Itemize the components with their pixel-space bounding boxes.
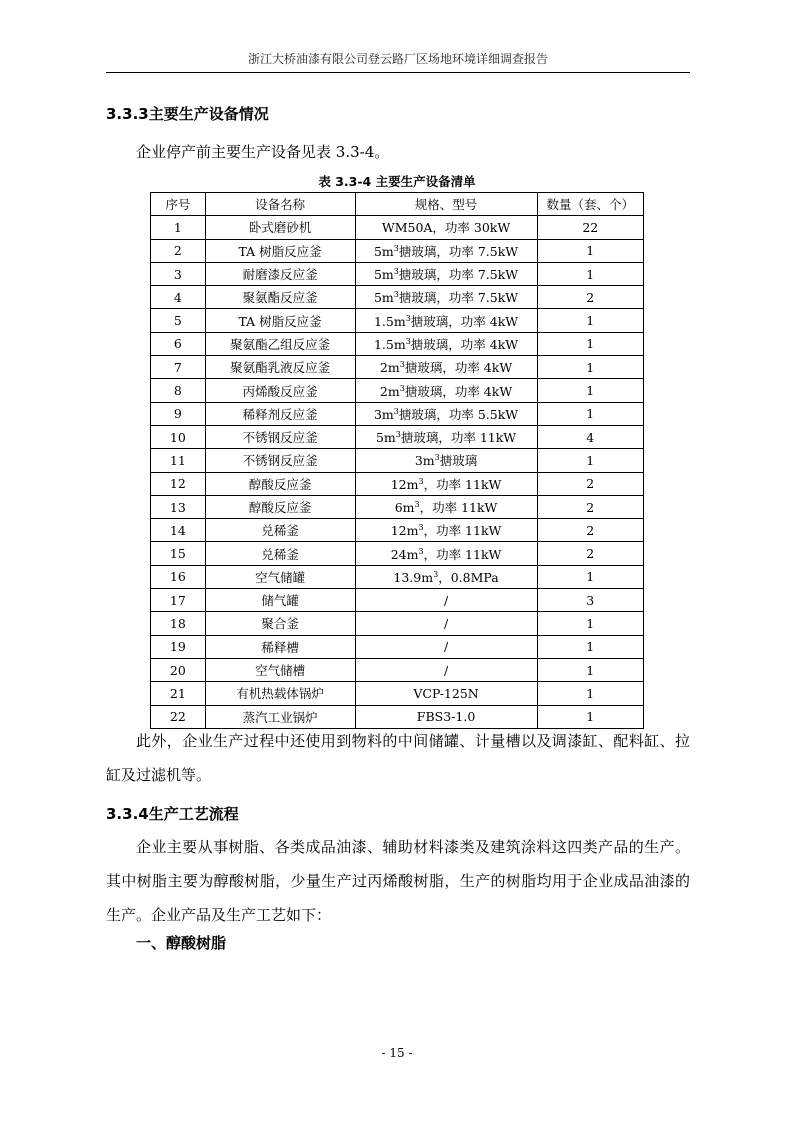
spec-text: 2m bbox=[379, 360, 400, 376]
table-row bbox=[151, 565, 644, 588]
cell-name: 聚氨酯反应釜 bbox=[205, 286, 355, 309]
spec-superscript: 3 bbox=[418, 546, 424, 556]
cell-spec bbox=[355, 658, 537, 681]
table-caption: 表 3.3-4 主要生产设备清单 bbox=[318, 174, 476, 189]
cell-qty: 4 bbox=[537, 425, 643, 448]
cell-qty: 2 bbox=[537, 495, 643, 518]
spec-text: 3m bbox=[373, 406, 394, 422]
after-table-paragraph: 此外，企业生产过程中还使用到物料的中间储罐、计量槽以及调漆缸、配料缸、拉缸及过滤机等。 bbox=[106, 732, 690, 784]
cell-no: 12 bbox=[151, 472, 206, 495]
cell-no: 3 bbox=[151, 262, 206, 285]
spec-text: 2m bbox=[379, 383, 400, 399]
spec-text-suffix: 搪玻璃，功率 5.5kW bbox=[398, 406, 519, 422]
col-header-qty: 数量（套、个） bbox=[537, 193, 643, 216]
cell-no: 11 bbox=[151, 449, 206, 472]
cell-name: 醇酸反应釜 bbox=[205, 495, 355, 518]
cell-name: 储气罐 bbox=[205, 589, 355, 612]
spec-text: 1.5m bbox=[373, 336, 406, 352]
cell-spec bbox=[355, 216, 537, 239]
cell-no: 7 bbox=[151, 356, 206, 379]
spec-text: 12m bbox=[390, 523, 419, 539]
cell-no: 9 bbox=[151, 402, 206, 425]
spec-text: FBS3-1.0 bbox=[416, 709, 476, 725]
cell-no: 20 bbox=[151, 658, 206, 681]
cell-spec bbox=[355, 262, 537, 285]
cell-qty: 1 bbox=[537, 449, 643, 472]
spec-text-suffix: ，功率 11kW bbox=[419, 500, 498, 515]
cell-qty: 1 bbox=[537, 262, 643, 285]
table-row bbox=[151, 495, 644, 518]
cell-spec bbox=[355, 612, 537, 635]
cell-qty: 22 bbox=[537, 216, 643, 239]
cell-qty: 1 bbox=[537, 635, 643, 658]
section-intro: 企业停产前主要生产设备见表 3.3-4。 bbox=[136, 143, 390, 161]
table-row bbox=[151, 402, 644, 425]
spec-text-suffix: 搪玻璃，功率 7.5kW bbox=[398, 290, 519, 306]
table-row bbox=[151, 472, 644, 495]
table-row bbox=[151, 216, 644, 239]
cell-name: 卧式磨砂机 bbox=[205, 216, 355, 239]
cell-no: 19 bbox=[151, 635, 206, 658]
table-row bbox=[151, 239, 644, 262]
table-row bbox=[151, 542, 644, 565]
cell-no: 4 bbox=[151, 286, 206, 309]
page-header: 浙江大桥油漆有限公司登云路厂区场地环境详细调查报告 bbox=[247, 52, 548, 66]
cell-name: 兑稀釜 bbox=[205, 542, 355, 565]
spec-text: 24m bbox=[390, 546, 419, 562]
table-row bbox=[151, 658, 644, 681]
cell-qty: 2 bbox=[537, 519, 643, 542]
spec-superscript: 3 bbox=[393, 406, 399, 416]
table-row bbox=[151, 589, 644, 612]
cell-qty: 1 bbox=[537, 239, 643, 262]
cell-no: 1 bbox=[151, 216, 206, 239]
spec-text: / bbox=[443, 662, 449, 678]
cell-qty: 2 bbox=[537, 286, 643, 309]
cell-no: 21 bbox=[151, 682, 206, 705]
cell-spec bbox=[355, 332, 537, 355]
cell-no: 22 bbox=[151, 705, 206, 728]
spec-text-suffix: 搪玻璃，功率 4kW bbox=[404, 360, 513, 376]
spec-text: WM50A，功率 30kW bbox=[381, 220, 511, 236]
cell-name: 空气储罐 bbox=[205, 565, 355, 588]
spec-superscript: 3 bbox=[414, 499, 420, 509]
spec-superscript: 3 bbox=[405, 336, 411, 346]
cell-no: 8 bbox=[151, 379, 206, 402]
cell-no: 18 bbox=[151, 612, 206, 635]
spec-superscript: 3 bbox=[393, 266, 399, 276]
cell-name: 不锈钢反应釜 bbox=[205, 425, 355, 448]
spec-text: 6m bbox=[394, 500, 415, 515]
cell-name: 稀释剂反应釜 bbox=[205, 402, 355, 425]
table-row bbox=[151, 332, 644, 355]
table-row bbox=[151, 425, 644, 448]
spec-text-suffix: 搪玻璃，功率 11kW bbox=[400, 430, 517, 446]
section-heading-process: 3.3.4生产工艺流程 bbox=[106, 805, 239, 823]
cell-spec bbox=[355, 519, 537, 542]
cell-qty: 1 bbox=[537, 658, 643, 681]
spec-text-suffix: ，功率 11kW bbox=[423, 476, 502, 492]
spec-superscript: 3 bbox=[399, 360, 405, 370]
cell-spec bbox=[355, 565, 537, 588]
cell-spec bbox=[355, 425, 537, 448]
cell-qty: 2 bbox=[537, 472, 643, 495]
cell-qty: 2 bbox=[537, 542, 643, 565]
cell-spec bbox=[355, 356, 537, 379]
page-number: - 15 - bbox=[381, 1046, 413, 1060]
spec-text: 13.9m bbox=[393, 569, 434, 585]
cell-no: 17 bbox=[151, 589, 206, 612]
cell-qty: 3 bbox=[537, 589, 643, 612]
cell-name: 聚氨酯乳液反应釜 bbox=[205, 356, 355, 379]
cell-spec bbox=[355, 635, 537, 658]
table-row bbox=[151, 262, 644, 285]
cell-no: 14 bbox=[151, 519, 206, 542]
spec-text: 5m bbox=[373, 243, 394, 259]
cell-no: 5 bbox=[151, 309, 206, 332]
section-heading-equipment: 3.3.3主要生产设备情况 bbox=[106, 105, 269, 123]
cell-spec bbox=[355, 542, 537, 565]
equipment-table bbox=[150, 192, 644, 729]
cell-spec bbox=[355, 682, 537, 705]
spec-superscript: 3 bbox=[434, 453, 440, 463]
process-paragraph: 企业主要从事树脂、各类成品油漆、辅助材料漆类及建筑涂料这四类产品的生产。其中树脂主要为醇酸树脂，少量生产过丙烯酸树脂，生产的树脂均用于企业成品油漆的生产。企业产品及生产工艺如下： bbox=[106, 838, 690, 924]
cell-name: 蒸汽工业锅炉 bbox=[205, 705, 355, 728]
spec-text-suffix: ，0.8MPa bbox=[438, 569, 499, 585]
spec-text: 1.5m bbox=[373, 313, 406, 329]
cell-no: 6 bbox=[151, 332, 206, 355]
cell-spec bbox=[355, 239, 537, 262]
cell-qty: 1 bbox=[537, 565, 643, 588]
table-row bbox=[151, 682, 644, 705]
spec-superscript: 3 bbox=[418, 523, 424, 533]
subheading-alkyd-resin: 一、醇酸树脂 bbox=[136, 934, 227, 952]
spec-superscript: 3 bbox=[393, 243, 399, 253]
cell-no: 15 bbox=[151, 542, 206, 565]
cell-name: 醇酸反应釜 bbox=[205, 472, 355, 495]
cell-name: 兑稀釜 bbox=[205, 519, 355, 542]
spec-superscript: 3 bbox=[393, 290, 399, 300]
cell-qty: 1 bbox=[537, 402, 643, 425]
spec-text-suffix: 搪玻璃，功率 4kW bbox=[404, 383, 513, 399]
spec-text-suffix: 搪玻璃，功率 4kW bbox=[410, 336, 519, 352]
spec-text: VCP-125N bbox=[413, 685, 479, 701]
cell-no: 16 bbox=[151, 565, 206, 588]
cell-name: 聚氨酯乙组反应釜 bbox=[205, 332, 355, 355]
spec-superscript: 3 bbox=[395, 429, 401, 439]
table-row bbox=[151, 612, 644, 635]
cell-qty: 1 bbox=[537, 682, 643, 705]
cell-qty: 1 bbox=[537, 705, 643, 728]
cell-spec bbox=[355, 472, 537, 495]
spec-superscript: 3 bbox=[418, 476, 424, 486]
spec-text: / bbox=[443, 615, 449, 631]
cell-name: 聚合釜 bbox=[205, 612, 355, 635]
cell-name: 稀释槽 bbox=[205, 635, 355, 658]
spec-text: 5m bbox=[373, 267, 394, 283]
cell-qty: 1 bbox=[537, 612, 643, 635]
cell-name: TA 树脂反应釜 bbox=[205, 309, 355, 332]
spec-text-suffix: ，功率 11kW bbox=[423, 523, 502, 539]
header-divider bbox=[106, 72, 690, 73]
cell-no: 10 bbox=[151, 425, 206, 448]
cell-spec bbox=[355, 495, 537, 518]
spec-text: 12m bbox=[390, 476, 419, 492]
table-row bbox=[151, 635, 644, 658]
cell-no: 2 bbox=[151, 239, 206, 262]
table-row bbox=[151, 356, 644, 379]
spec-text-suffix: 搪玻璃 bbox=[439, 453, 478, 469]
spec-text-suffix: 搪玻璃，功率 7.5kW bbox=[398, 243, 519, 259]
spec-text: / bbox=[443, 592, 449, 608]
table-row bbox=[151, 309, 644, 332]
cell-no: 13 bbox=[151, 495, 206, 518]
cell-name: 丙烯酸反应釜 bbox=[205, 379, 355, 402]
col-header-name: 设备名称 bbox=[205, 193, 355, 216]
table-body bbox=[151, 216, 644, 729]
cell-qty: 1 bbox=[537, 332, 643, 355]
spec-text-suffix: 搪玻璃，功率 7.5kW bbox=[398, 267, 519, 283]
cell-name: TA 树脂反应釜 bbox=[205, 239, 355, 262]
spec-superscript: 3 bbox=[433, 569, 439, 579]
cell-qty: 1 bbox=[537, 309, 643, 332]
cell-spec bbox=[355, 402, 537, 425]
cell-name: 空气储槽 bbox=[205, 658, 355, 681]
spec-text: 5m bbox=[375, 430, 396, 446]
cell-spec bbox=[355, 379, 537, 402]
cell-spec bbox=[355, 589, 537, 612]
cell-name: 有机热载体锅炉 bbox=[205, 682, 355, 705]
cell-qty: 1 bbox=[537, 379, 643, 402]
cell-spec bbox=[355, 449, 537, 472]
col-header-spec: 规格、型号 bbox=[355, 193, 537, 216]
spec-superscript: 3 bbox=[405, 313, 411, 323]
table-row bbox=[151, 379, 644, 402]
table-row bbox=[151, 286, 644, 309]
spec-text: / bbox=[443, 639, 449, 655]
col-header-no: 序号 bbox=[151, 193, 206, 216]
table-row bbox=[151, 519, 644, 542]
cell-name: 不锈钢反应釜 bbox=[205, 449, 355, 472]
table-row bbox=[151, 449, 644, 472]
spec-superscript: 3 bbox=[399, 383, 405, 393]
spec-text: 3m bbox=[414, 453, 435, 469]
spec-text: 5m bbox=[373, 290, 394, 306]
spec-text-suffix: 搪玻璃，功率 4kW bbox=[410, 313, 519, 329]
cell-spec bbox=[355, 286, 537, 309]
table-header-row bbox=[151, 193, 644, 216]
cell-qty: 1 bbox=[537, 356, 643, 379]
cell-name: 耐磨漆反应釜 bbox=[205, 262, 355, 285]
cell-spec bbox=[355, 309, 537, 332]
spec-text-suffix: ，功率 11kW bbox=[423, 546, 502, 562]
